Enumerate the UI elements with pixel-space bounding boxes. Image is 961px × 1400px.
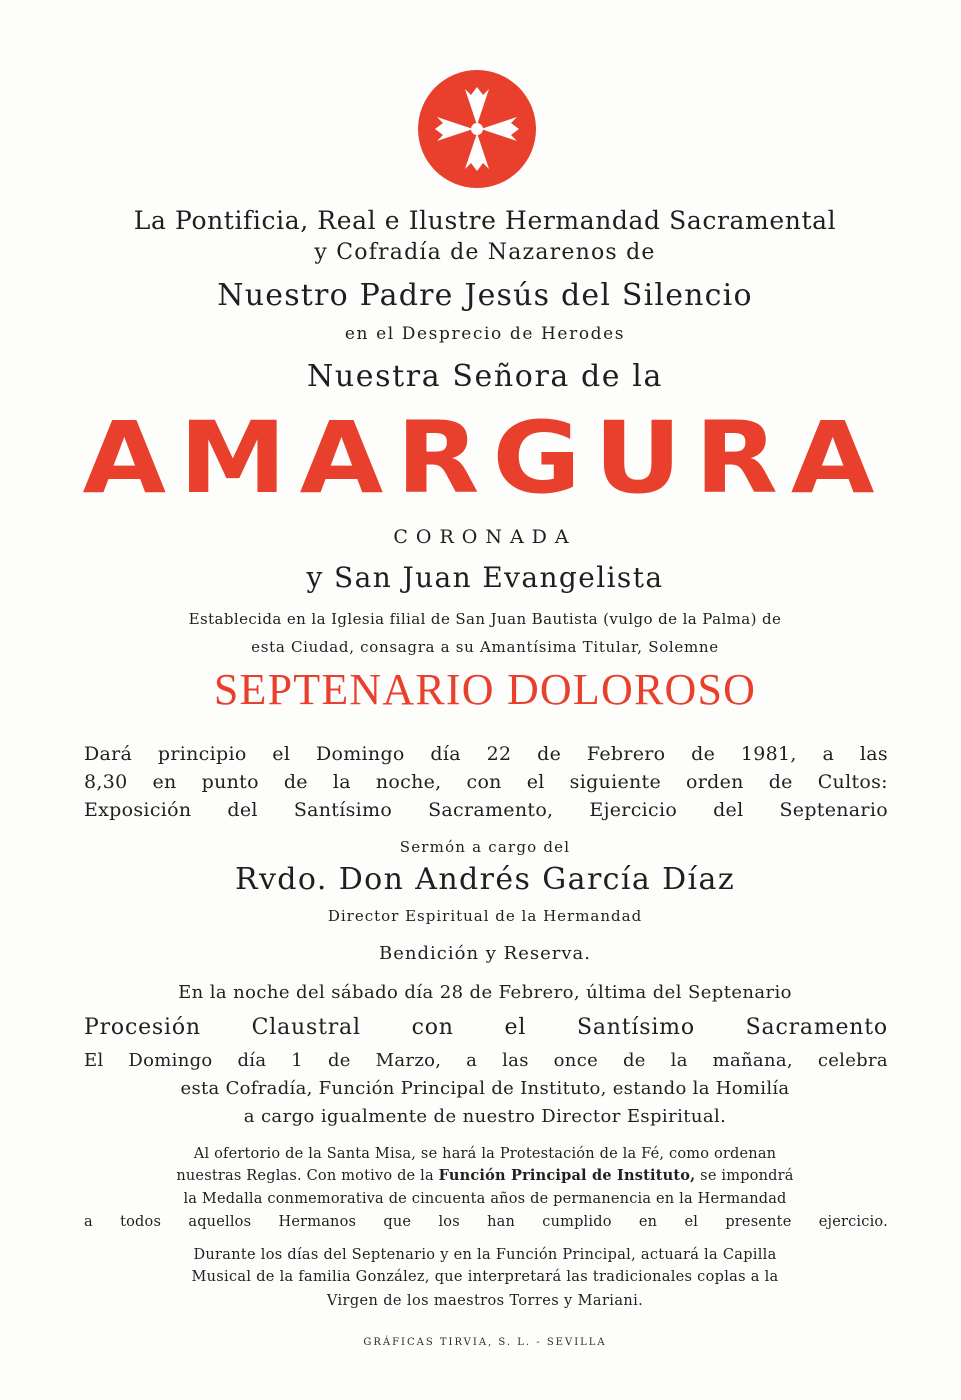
word: presente [725, 1214, 792, 1230]
word: noche, [375, 771, 442, 793]
word: del [227, 799, 258, 821]
word: aquellos [188, 1214, 252, 1230]
word: a [84, 1214, 93, 1230]
word: han [487, 1214, 516, 1230]
establecida-line1: Establecida en la Iglesia filial de San Juan Bautista (vulgo de la Palma) de [188, 610, 782, 628]
word: Santísimo [577, 1015, 695, 1040]
word: el [272, 743, 291, 765]
ofertorio-line4 [84, 1215, 888, 1230]
word: Sacramento, [428, 799, 554, 821]
ofertorio-line3: la Medalla conmemorativa de cincuenta años de permanencia en la Hermandad [183, 1191, 787, 1207]
cultos-line2 [84, 773, 888, 792]
funcion-line3: a cargo igualmente de nuestro Director Espiritual. [243, 1106, 727, 1127]
word: con [411, 1015, 454, 1040]
word: los [438, 1214, 460, 1230]
word: siguiente [569, 771, 662, 793]
word: Claustral [251, 1015, 361, 1040]
word: Dará [84, 743, 133, 765]
word: del [713, 799, 744, 821]
word: 1981, [740, 743, 797, 765]
word: de [537, 743, 562, 765]
word: Sacramento [745, 1015, 888, 1040]
cultos-line1 [84, 745, 888, 764]
word: mañana, [712, 1050, 793, 1071]
word: la [670, 1050, 688, 1071]
preacher-role: Director Espiritual de la Hermandad [327, 907, 643, 925]
bendicion-reserva: Bendición y Reserva. [379, 943, 591, 964]
brotherhood-name-line1: La Pontificia, Real e Ilustre Hermandad Sacramental [133, 206, 837, 235]
word: principio [157, 743, 247, 765]
title-nuestra-senora: Nuestra Señora de la [307, 359, 663, 394]
word: la [332, 771, 351, 793]
procesion-line1: En la noche del sábado día 28 de Febrero, última del Septenario [178, 982, 792, 1003]
ofertorio-line2-bold: Función Principal de Instituto, [438, 1167, 696, 1184]
word: todos [120, 1214, 162, 1230]
title-septenario-doloroso: SEPTENARIO DOLOROSO [213, 665, 757, 714]
word: orden [686, 771, 744, 793]
title-coronada: CORONADA [393, 526, 577, 548]
ofertorio-line2-pre: nuestras Reglas. Con motivo de la [176, 1168, 439, 1184]
preacher-name: Rvdo. Don Andrés García Díaz [234, 862, 736, 897]
title-san-juan: y San Juan Evangelista [306, 561, 664, 594]
maltese-cross-icon [418, 70, 536, 188]
durante-line3: Virgen de los maestros Torres y Mariani. [326, 1293, 644, 1309]
word: el [504, 1015, 527, 1040]
durante-line1: Durante los días del Septenario y en la Función Principal, actuará la Capilla [193, 1247, 777, 1263]
word: a [466, 1050, 478, 1071]
word: el [684, 1214, 699, 1230]
cultos-line3 [84, 801, 888, 820]
word: en [638, 1214, 658, 1230]
word: Hermanos [278, 1214, 357, 1230]
word: de [768, 771, 793, 793]
word: 8,30 [84, 771, 128, 793]
word: Cultos: [817, 771, 888, 793]
word: Procesión [84, 1015, 201, 1040]
word: que [383, 1214, 412, 1230]
ofertorio-line2 [70, 1169, 900, 1184]
word: Marzo, [375, 1050, 442, 1071]
word: las [859, 743, 888, 765]
word: El [84, 1050, 104, 1071]
procesion-line2 [84, 1017, 888, 1039]
word: 1 [291, 1050, 304, 1071]
word: Domingo [128, 1050, 213, 1071]
word: día [237, 1050, 267, 1071]
word: punto [201, 771, 259, 793]
ofertorio-line2-post: se impondrá [695, 1168, 794, 1184]
word: día [430, 743, 461, 765]
subtitle-herodes: en el Desprecio de Herodes [344, 324, 626, 344]
word: Domingo [315, 743, 405, 765]
word: Santísimo [293, 799, 393, 821]
word: el [526, 771, 545, 793]
brotherhood-name-line2: y Cofradía de Nazarenos de [314, 240, 656, 265]
word: cumplido [542, 1214, 612, 1230]
title-jesus-silencio: Nuestro Padre Jesús del Silencio [217, 278, 753, 313]
funcion-line1 [84, 1052, 888, 1070]
word: de [622, 1050, 646, 1071]
word: en [152, 771, 177, 793]
word: de [327, 1050, 351, 1071]
word: de [691, 743, 716, 765]
ofertorio-line1: Al ofertorio de la Santa Misa, se hará la Protestación de la Fé, como ordenan [193, 1146, 777, 1162]
word: Septenario [779, 799, 888, 821]
establecida-line2: esta Ciudad, consagra a su Amantísima Titular, Solemne [251, 638, 719, 656]
word: con [466, 771, 502, 793]
title-amargura: AMARGURA [82, 401, 888, 517]
word: ejercicio. [818, 1214, 888, 1230]
durante-line2: Musical de la familia González, que interpretará las tradicionales coplas a la [191, 1269, 779, 1285]
word: Febrero [586, 743, 666, 765]
word: celebra [817, 1050, 888, 1071]
word: 22 [486, 743, 512, 765]
sermon-intro: Sermón a cargo del [399, 838, 571, 856]
funcion-line2: esta Cofradía, Función Principal de Instituto, estando la Homilía [180, 1078, 790, 1099]
word: Exposición [84, 799, 192, 821]
word: las [502, 1050, 529, 1071]
word: once [553, 1050, 599, 1071]
printer-imprint: GRÁFICAS TIRVIA, S. L. - SEVILLA [363, 1337, 607, 1348]
word: a [822, 743, 835, 765]
word: Ejercicio [589, 799, 678, 821]
word: de [283, 771, 308, 793]
